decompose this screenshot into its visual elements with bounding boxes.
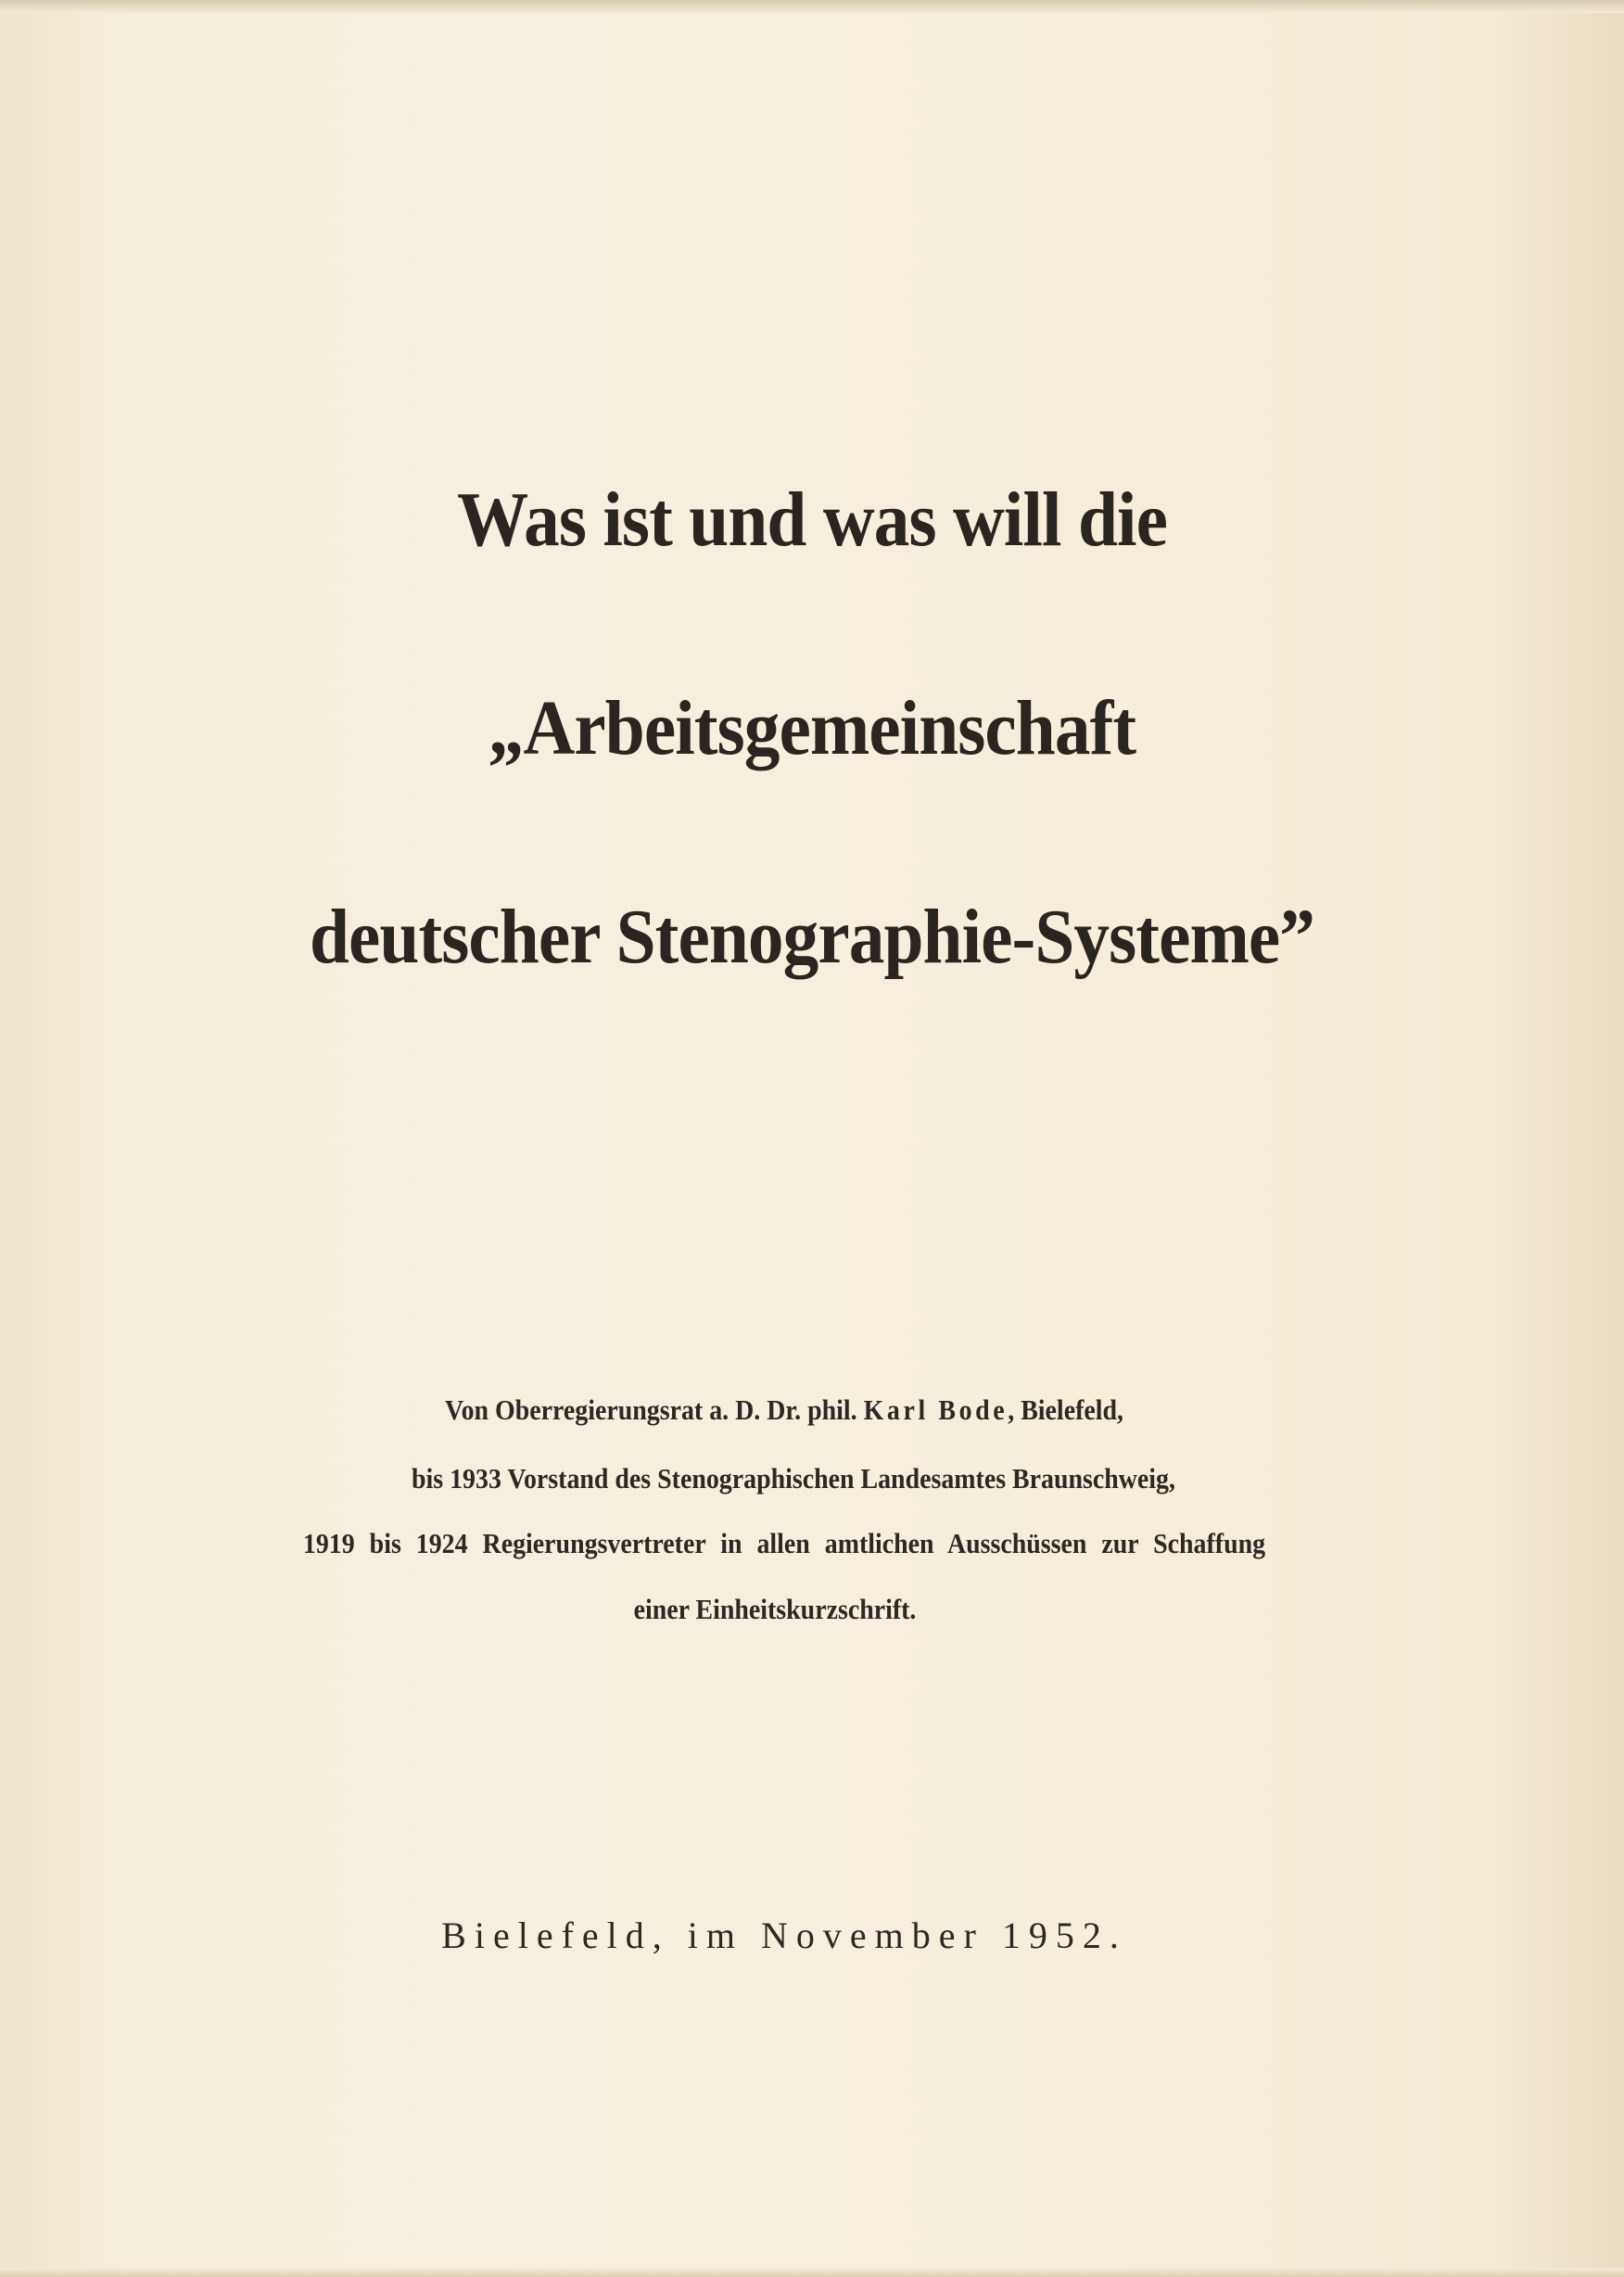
page-bottom-edge (0, 2268, 1624, 2277)
page-top-edge (0, 0, 1624, 13)
author-line (54, 1393, 1516, 1427)
author-name: Karl Bode (863, 1393, 1009, 1426)
author-suffix: , Bielefeld, (1008, 1393, 1123, 1426)
place-and-date: Bielefeld, im November 1952. (441, 1914, 1127, 1956)
author-credential-1: bis 1933 Vorstand des Stenographischen Landesamtes Braunschweig, (412, 1462, 1175, 1495)
title-line-2: „Arbeitsgemeinschaft (488, 685, 1136, 771)
author-prefix: Von Oberregierungsrat a. D. Dr. phil. (445, 1393, 857, 1426)
title-line-3: deutscher Stenographie-Systeme” (309, 894, 1315, 980)
author-credential-3: einer Einheitskurzschrift. (633, 1593, 917, 1625)
title-line-1: Was ist und was will die (457, 477, 1167, 563)
author-credential-2: 1919 bis 1924 Regierungsvertreter in allen amtlichen Ausschüssen zur Schaffung (302, 1527, 1266, 1559)
